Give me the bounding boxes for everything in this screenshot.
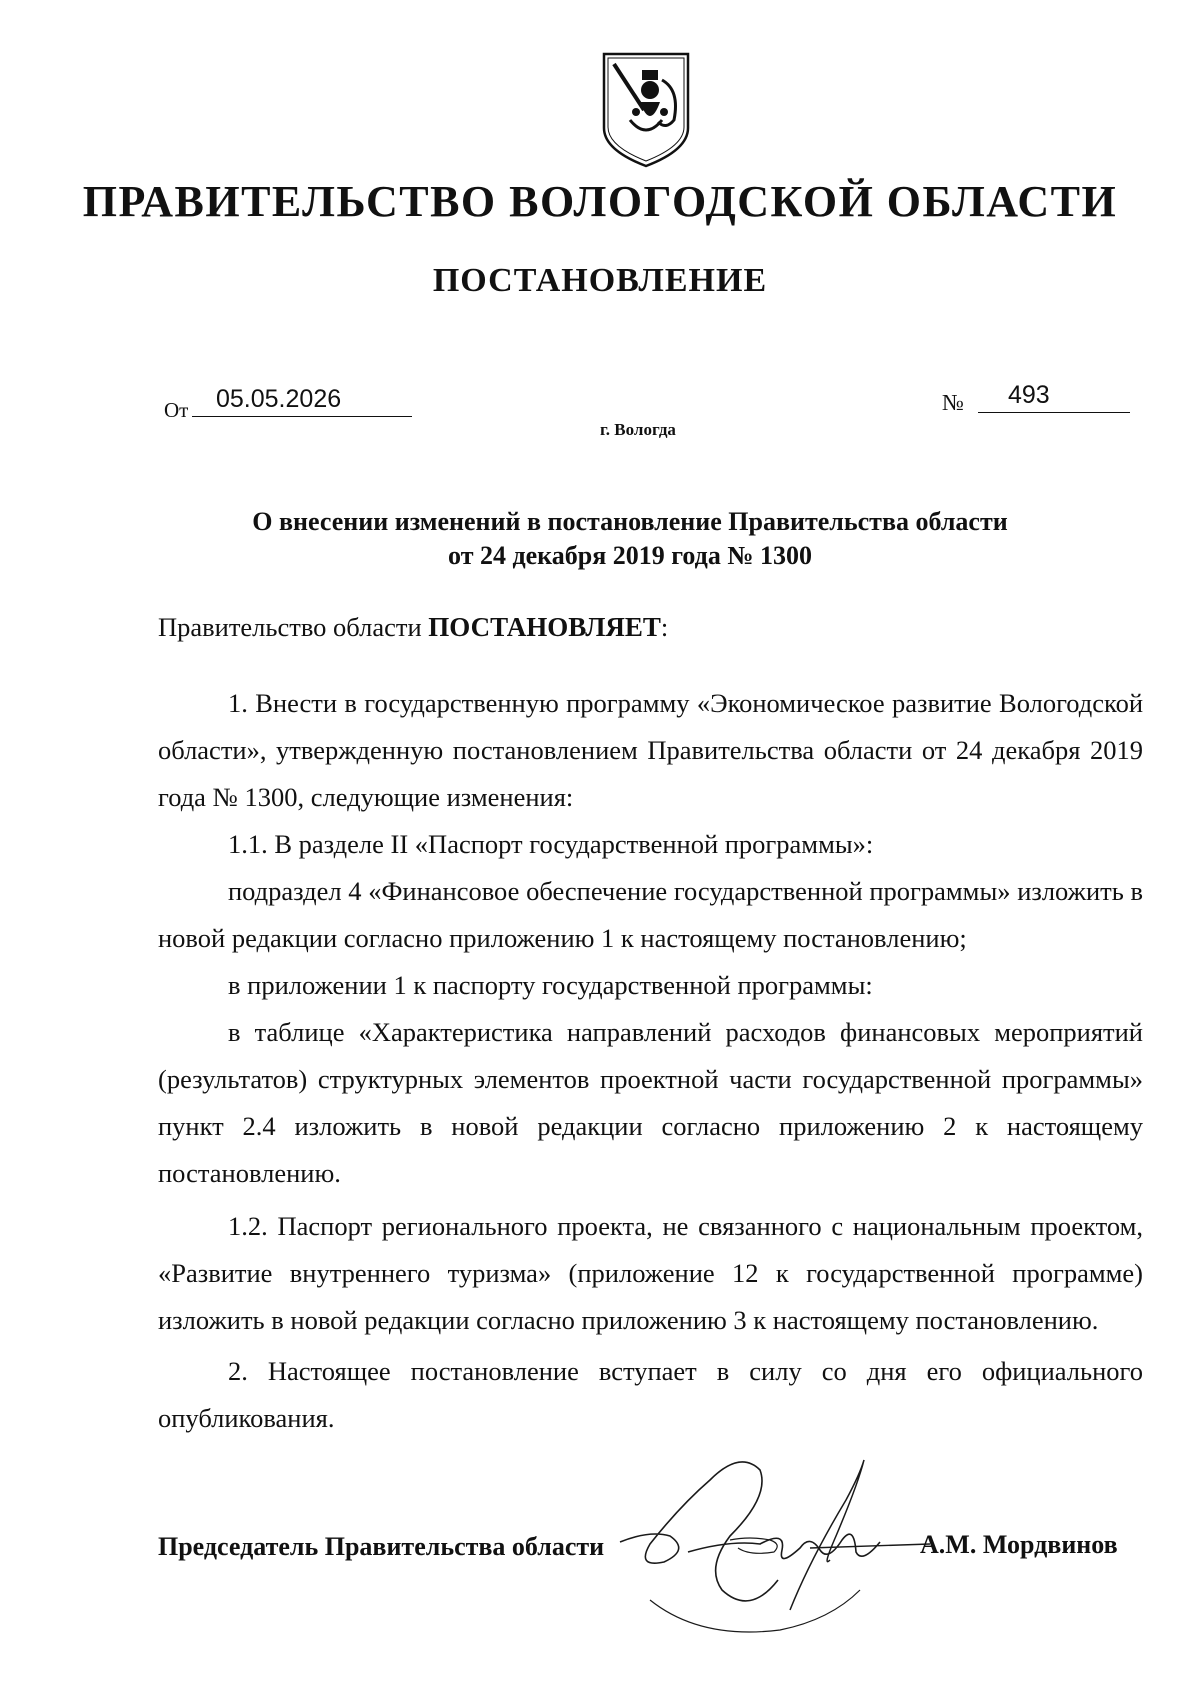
title-line-1: О внесении изменений в постановление Правительства области	[252, 507, 1008, 536]
paragraph-1: 1. Внести в государственную программу «Экономическое развитие Вологодской области», утвержденную постановлением Правительства области от 24 декабря 2019 года № 1300, следующие изменения:	[158, 688, 1143, 812]
government-heading: ПРАВИТЕЛЬСТВО ВОЛОГОДСКОЙ ОБЛАСТИ	[82, 177, 1118, 226]
document-number: 493	[978, 380, 1130, 413]
signatory-role: Председатель Правительства области	[158, 1532, 605, 1561]
preamble-emphasis: ПОСТАНОВЛЯЕТ	[428, 612, 661, 642]
paragraph-table: в таблице «Характеристика направлений расходов финансовых мероприятий (результатов) структурных элементов проектной части государственной программы» пункт 2.4 изложить в новой редакции согласно приложению 2 к настоящему постановлению.	[158, 1017, 1143, 1188]
paragraph-1-2: 1.2. Паспорт регионального проекта, не связанного с национальным проектом, «Развитие внутреннего туризма» (приложение 12 к государственной программе) изложить в новой редакции согласно приложению 3 к настоящему постановлению.	[158, 1211, 1143, 1335]
preamble	[158, 612, 1143, 643]
title-line-2: от 24 декабря 2019 года № 1300	[448, 541, 812, 570]
paragraph-subsection-4: подраздел 4 «Финансовое обеспечение государственной программы» изложить в новой редакции согласно приложению 1 к настоящему постановлению;	[158, 876, 1143, 953]
date-label: От	[164, 398, 189, 422]
document-title	[160, 505, 1100, 573]
document-body	[158, 680, 1143, 1442]
coat-of-arms-icon	[600, 50, 692, 170]
handwritten-signature	[610, 1440, 940, 1690]
preamble-text: Правительство области	[158, 612, 429, 642]
number-label: №	[942, 390, 964, 415]
document-date: 05.05.2026	[192, 384, 412, 417]
city-label: г. Вологда	[600, 420, 676, 439]
paragraph-2: 2. Настоящее постановление вступает в силу со дня его официального опубликования.	[158, 1356, 1143, 1433]
signatory-name: А.М. Мордвинов	[920, 1530, 1118, 1559]
preamble-colon: :	[660, 612, 669, 642]
paragraph-1-1: 1.1. В разделе II «Паспорт государственной программы»:	[228, 829, 874, 859]
document-kind-heading: ПОСТАНОВЛЕНИЕ	[432, 262, 768, 299]
paragraph-annex-1: в приложении 1 к паспорту государственной программы:	[228, 970, 873, 1000]
